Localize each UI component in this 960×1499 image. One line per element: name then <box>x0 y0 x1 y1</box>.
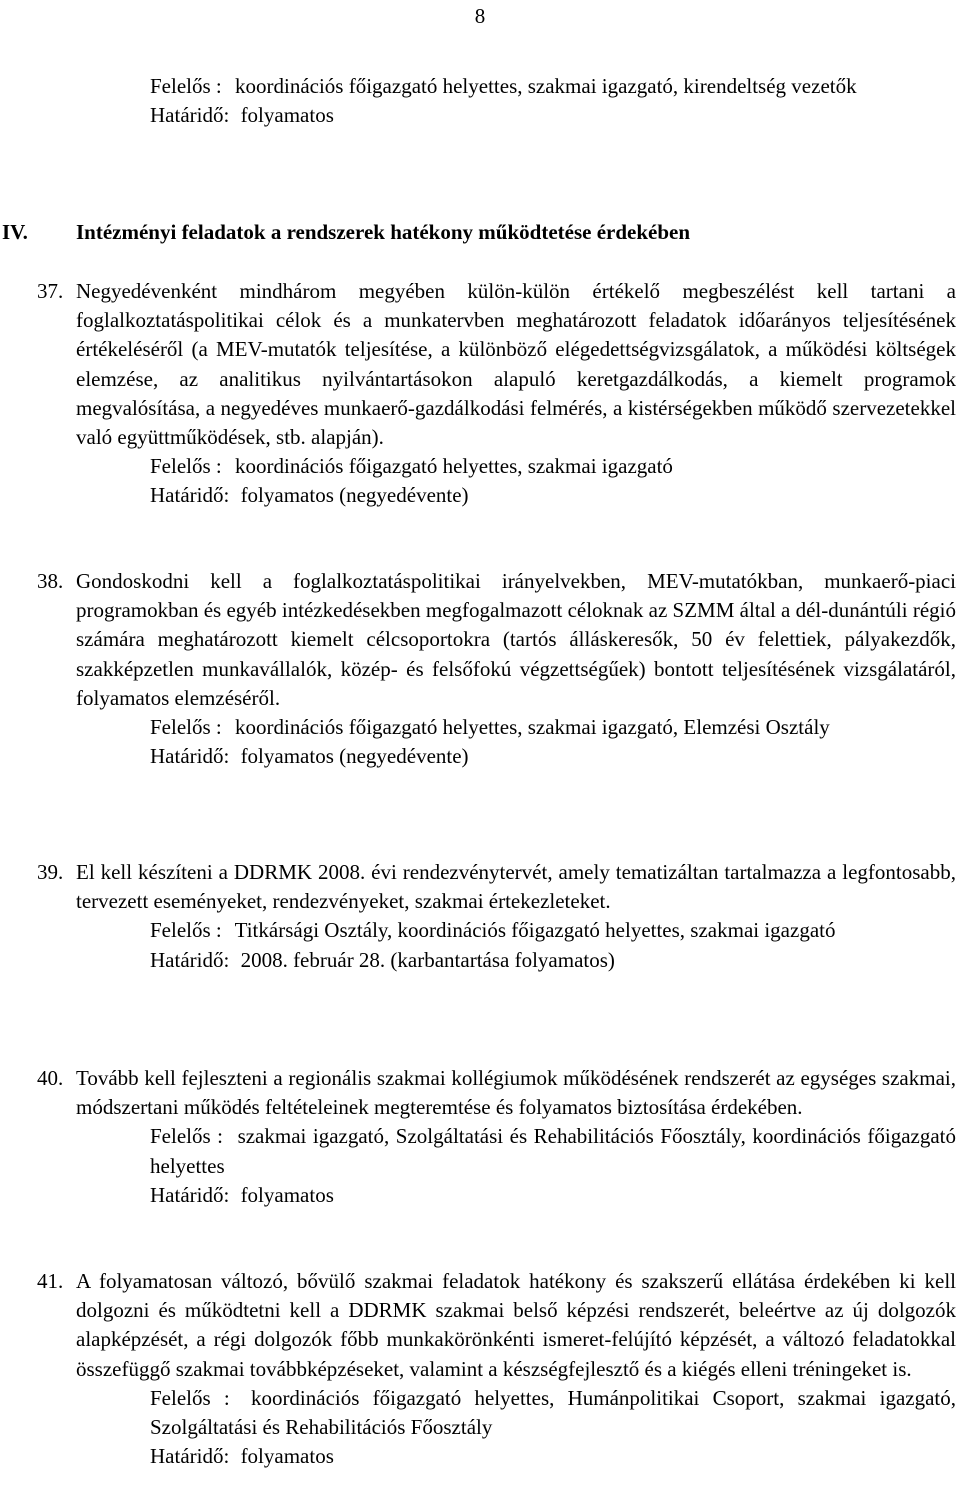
responsible-value: koordinációs főigazgató helyettes, szakmai igazgató, Elemzési Osztály <box>235 715 830 740</box>
deadline-line <box>150 946 956 975</box>
item-text: Negyedévenként mindhárom megyében külön-külön értékelő megbeszélést kell tartani a foglalkoztatáspolitikai célok és a munkatervben meghatározott feladatok időarányos teljesítésének értékeléséről (a MEV-mutatók teljesítése, a különböző elégedettségvizsgálatok, a működési költségek elemzése, az analitikus nyilvántartásokon alapuló keretgazdálkodás, a kiemelt programok megvalósítása, a negyedéves munkaerő-gazdálkodási felmérés, a kistérségekben működő szervezetekkel való együttműködések, stb. alapján). <box>76 279 956 450</box>
task-item-40 <box>0 1064 956 1210</box>
deadline-label: Határidő: <box>150 744 230 769</box>
responsible-line <box>150 1122 956 1180</box>
responsible-line <box>150 72 956 101</box>
responsible-label: Felelős : <box>150 918 222 943</box>
responsible-label: Felelős : <box>150 454 222 479</box>
responsible-label: Felelős : <box>150 715 222 740</box>
item-number: 39. <box>37 860 64 884</box>
task-item-38 <box>0 567 956 771</box>
deadline-label: Határidő: <box>150 947 230 972</box>
deadline-line <box>150 1181 956 1210</box>
item-number: 38. <box>37 569 64 593</box>
item-number: 37. <box>37 279 64 303</box>
responsible-label: Felelős : <box>150 1124 224 1149</box>
responsible-value: koordinációs főigazgató helyettes, Humánpolitikai Csoport, szakmai igazgató, Szolgáltatási és Rehabilitációs Főosztály <box>150 1385 956 1440</box>
responsible-value: szakmai igazgató, Szolgáltatási és Rehabilitációs Főosztály, koordinációs főigazgató helyettes <box>150 1124 957 1178</box>
deadline-label: Határidő: <box>150 483 230 508</box>
deadline-value: folyamatos <box>240 103 334 128</box>
task-item-37 <box>0 277 956 511</box>
responsible-line <box>150 452 956 481</box>
page-number: 8 <box>474 4 486 28</box>
item-text: Tovább kell fejleszteni a regionális szakmai kollégiumok működésének rendszerét az egységes szakmai, módszertani működés feltételeinek megteremtése és folyamatos biztosítása érdekében. <box>76 1066 956 1120</box>
responsible-value: koordinációs főigazgató helyettes, szakmai igazgató <box>235 454 673 479</box>
responsible-label: Felelős : <box>150 1385 230 1410</box>
top-assignment-block <box>150 72 956 130</box>
section-title: Intézményi feladatok a rendszerek hatékony működtetése érdekében <box>76 220 691 244</box>
deadline-line <box>150 481 956 510</box>
section-number: IV. <box>2 220 28 244</box>
deadline-value: folyamatos (negyedévente) <box>240 744 469 769</box>
responsible-line <box>150 916 956 945</box>
deadline-value: 2008. február 28. (karbantartása folyamatos) <box>240 947 615 972</box>
task-item-41 <box>0 1267 956 1471</box>
responsible-label: Felelős : <box>150 74 222 98</box>
deadline-label: Határidő: <box>150 1444 230 1469</box>
deadline-label: Határidő: <box>150 1182 230 1207</box>
task-item-39 <box>0 858 956 975</box>
responsible-value: Titkársági Osztály, koordinációs főigazgató helyettes, szakmai igazgató <box>234 918 836 943</box>
deadline-value: folyamatos <box>240 1444 334 1469</box>
item-text: El kell készíteni a DDRMK 2008. évi rendezvénytervét, amely tematizáltan tartalmazza a legfontosabb, tervezett eseményeket, rendezvényeket, szakmai értekezleteket. <box>76 860 956 914</box>
deadline-label: Határidő: <box>150 103 230 128</box>
responsible-value: koordinációs főigazgató helyettes, szakmai igazgató, kirendeltség vezetők <box>235 74 857 98</box>
deadline-line <box>150 742 956 771</box>
item-number: 41. <box>37 1269 64 1293</box>
item-text: A folyamatosan változó, bővülő szakmai feladatok hatékony és szakszerű ellátása érdekében ki kell dolgozni és működtetni kell a DDRMK szakmai belső képzési rendszerét, beleértve az új dolgozók alapképzését, a régi dolgozók főbb munkakörönkénti ismeret-felújító képzését, a változó feladatokkal összefüggő szakmai továbbképzéseket, valamint a készségfejlesztő és a kiégés elleni tréningeket is. <box>76 1269 956 1381</box>
deadline-value: folyamatos <box>240 1182 334 1207</box>
item-text: Gondoskodni kell a foglalkoztatáspolitikai irányelvekben, MEV-mutatókban, munkaerő-piaci programokban és egyéb intézkedésekben megfogalmazott céloknak az SZMM által a dél-dunántúli régió számára meghatározott kiemelt célcsoportokra (tartós álláskeresők, 50 év felettiek, pályakezdők, szakképzetlen munkavállalók, közép- és felsőfokú végzettségűek) bontott teljesítésének vizsgálatáról, folyamatos elemzéséről. <box>76 569 956 710</box>
deadline-line <box>150 101 956 130</box>
responsible-line <box>150 1384 956 1442</box>
deadline-value: folyamatos (negyedévente) <box>240 483 469 508</box>
responsible-line <box>150 713 956 742</box>
deadline-line <box>150 1442 956 1471</box>
item-number: 40. <box>37 1066 64 1090</box>
